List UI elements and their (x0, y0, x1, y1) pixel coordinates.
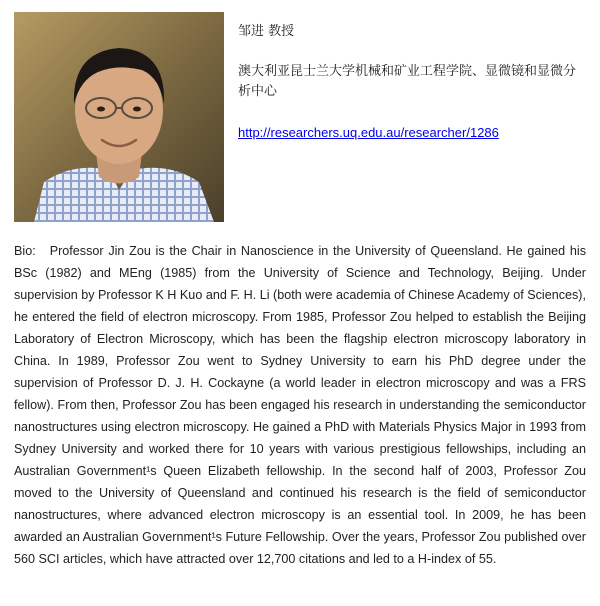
bio-text: Professor Jin Zou is the Chair in Nanoscience in the University of Queensland. He gained his BSc (1982) and MEng (1985) from the University of Science and Technology, Beijing. Under supervision by Professor K H Kuo and F. H. Li (both were academia of Chinese Academy of Sciences), he entered the field of electron microscopy. From 1985, Professor Zou helped to establish the Beijing Laboratory of Electron Microscopy, which has been the flagship electron microscopy laboratory in China. In 1989, Professor Zou went to Sydney University to earn his PhD degree under the supervision of Professor D. J. H. Cockayne (a world leader in electron microscopy and was a FRS fellow). From then, Professor Zou has been engaged his research in understanding the semiconductor nanostructures using electron microscopy. He gained a PhD with Materials Physics Major in 1993 from Sydney University and worked there for 10 years with various prestigious fellowships, including an Australian Government¹s Queen Elizabeth fellowship. In the second half of 2003, Professor Zou moved to the University of Queensland and continued his research is the field of semiconductor nanostructures, where advanced electron microscopy is an essential tool. In 2009, he has been awarded an Australian Government¹s Future Fellowship. Over the years, Professor Zou published over 560 SCI articles, which have attracted over 12,700 citations and led to a H-index of 55. (14, 244, 586, 566)
portrait-photo (14, 12, 224, 222)
name-title: 邹进 教授 (238, 24, 295, 39)
bio-paragraph (14, 240, 586, 570)
affiliation: 澳大利亚昆士兰大学机械和矿业工程学院、显微镜和显微分析中心 (238, 64, 577, 99)
bio-label: Bio: (14, 244, 36, 258)
profile-link[interactable]: http://researchers.uq.edu.au/researcher/1286 (238, 125, 499, 140)
profile-header (238, 22, 588, 142)
